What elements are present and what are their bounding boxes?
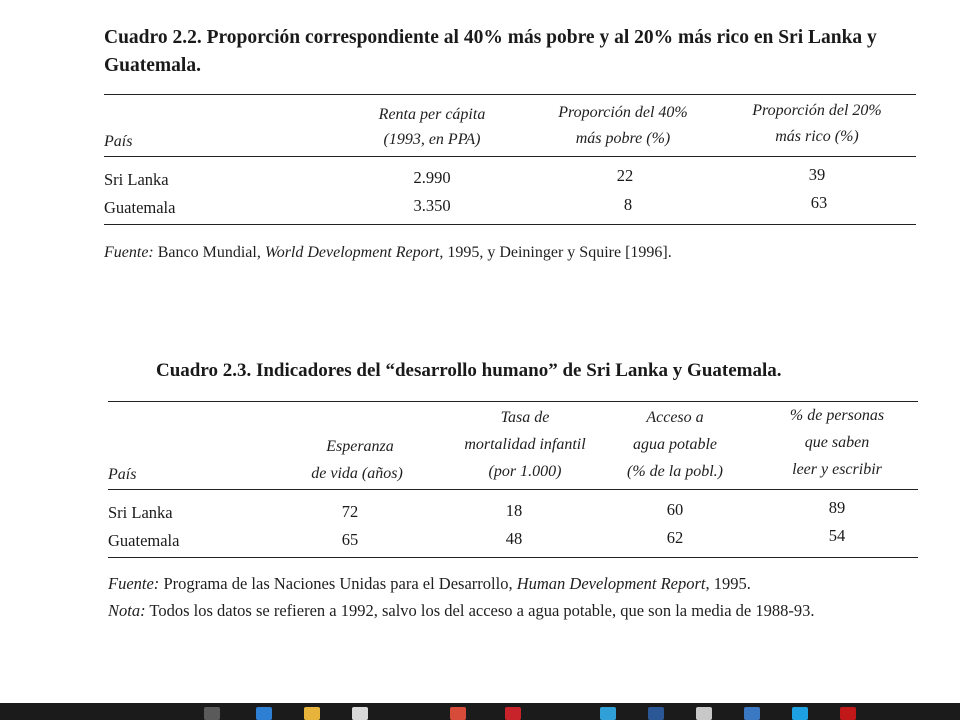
table2-header-mortality-l3: (por 1.000) xyxy=(488,463,562,480)
file-explorer-icon[interactable] xyxy=(304,707,320,720)
table2-note xyxy=(108,597,920,624)
word-icon[interactable] xyxy=(648,707,664,720)
table1-source-text-end: , 1995, y Deininger y Squire [1996]. xyxy=(439,244,672,261)
window-icon[interactable] xyxy=(744,707,760,720)
table2-row1-mortality: 18 xyxy=(505,501,523,520)
windows-taskbar[interactable] xyxy=(0,703,960,720)
table1-top-rule xyxy=(104,94,916,95)
table1-header-rule xyxy=(104,156,916,157)
table1-header-rich-l1: Proporción del 20% xyxy=(752,102,882,119)
table2-row1-life: 72 xyxy=(341,502,359,521)
cortana-icon[interactable] xyxy=(256,707,272,720)
task-view-icon[interactable] xyxy=(204,707,220,720)
table2-row1-water: 60 xyxy=(666,500,684,519)
table2-note-label: Nota: xyxy=(108,601,146,620)
table1-header-income-l2: (1993, en PPA) xyxy=(383,131,481,148)
table2-source-text: Programa de las Naciones Unidas para el Desarrollo, xyxy=(163,574,513,593)
skype-icon[interactable] xyxy=(792,707,808,720)
table2-row1-literacy: 89 xyxy=(828,498,846,517)
table2-notes xyxy=(108,570,920,624)
table2-header-mortality-l2: mortalidad infantil xyxy=(464,436,586,453)
table1-source xyxy=(104,240,919,266)
table2-header-water-l3: (% de la pobl.) xyxy=(627,463,723,480)
app-icon[interactable] xyxy=(840,707,856,720)
edge-icon[interactable] xyxy=(600,707,616,720)
table1-header-country: País xyxy=(104,133,133,150)
table2-header-life-l2: de vida (años) xyxy=(311,465,403,482)
table2-source-text-end: , 1995. xyxy=(705,574,751,593)
table2-header-mortality-l1: Tasa de xyxy=(500,409,550,426)
table2-source-report: Human Development Report xyxy=(516,574,706,593)
table2-note-text: Todos los datos se refieren a 1992, salvo los del acceso a agua potable, que son la media de 1988-93. xyxy=(149,601,815,620)
table1-header-poor-l2: más pobre (%) xyxy=(575,130,671,147)
table2-header-literacy-l3: leer y escribir xyxy=(792,461,882,478)
table1-header-income-l1: Renta per cápita xyxy=(378,106,486,123)
table2-source-label: Fuente: xyxy=(108,574,160,593)
table2-header-water-l1: Acceso a xyxy=(646,409,704,426)
table2-header-country: País xyxy=(108,466,137,483)
table1-row1-income: 2.990 xyxy=(413,168,451,187)
table1-title: Cuadro 2.2. Proporción correspondiente al 40% más pobre y al 20% más rico en Sri Lanka y Guatemala. xyxy=(104,27,877,76)
chrome-icon[interactable] xyxy=(450,707,466,720)
table2-top-rule xyxy=(108,401,918,402)
table1-row1-country: Sri Lanka xyxy=(104,170,169,189)
table2-row1-country: Sri Lanka xyxy=(108,503,173,522)
table1-row2-country: Guatemala xyxy=(104,198,176,217)
table1-header-poor-l1: Proporción del 40% xyxy=(558,104,688,121)
media-icon[interactable] xyxy=(696,707,712,720)
store-icon[interactable] xyxy=(352,707,368,720)
table2-row2-water: 62 xyxy=(666,528,684,547)
table1-row2-poorest: 8 xyxy=(623,195,633,214)
table2-header-life-l1: Esperanza xyxy=(326,438,394,455)
table1-row2-richest: 63 xyxy=(810,193,828,212)
table1-source-report: World Development Report xyxy=(264,244,440,261)
table2-row2-life: 65 xyxy=(341,530,359,549)
table2-row2-country: Guatemala xyxy=(108,531,180,550)
table2-row2-literacy: 54 xyxy=(828,526,846,545)
table2-header-rule xyxy=(108,489,918,490)
table2-bottom-rule xyxy=(108,557,918,558)
acrobat-icon[interactable] xyxy=(505,707,521,720)
table2-source xyxy=(108,570,920,597)
table2-header-literacy-l1: % de personas xyxy=(789,407,885,424)
table1-bottom-rule xyxy=(104,224,916,225)
table1-row2-income: 3.350 xyxy=(413,196,451,215)
table2-header-water-l2: agua potable xyxy=(633,436,717,453)
table1-row1-richest: 39 xyxy=(808,165,826,184)
table1-source-text: Banco Mundial, xyxy=(157,244,261,261)
table2-row2-mortality: 48 xyxy=(505,529,523,548)
table1-row1-poorest: 22 xyxy=(616,166,634,185)
table1-source-label: Fuente: xyxy=(104,244,154,261)
table2-header-literacy-l2: que saben xyxy=(804,434,870,451)
table2-title: Cuadro 2.3. Indicadores del “desarrollo humano” de Sri Lanka y Guatemala. xyxy=(156,360,782,381)
table1-header-rich-l2: más rico (%) xyxy=(775,128,859,145)
